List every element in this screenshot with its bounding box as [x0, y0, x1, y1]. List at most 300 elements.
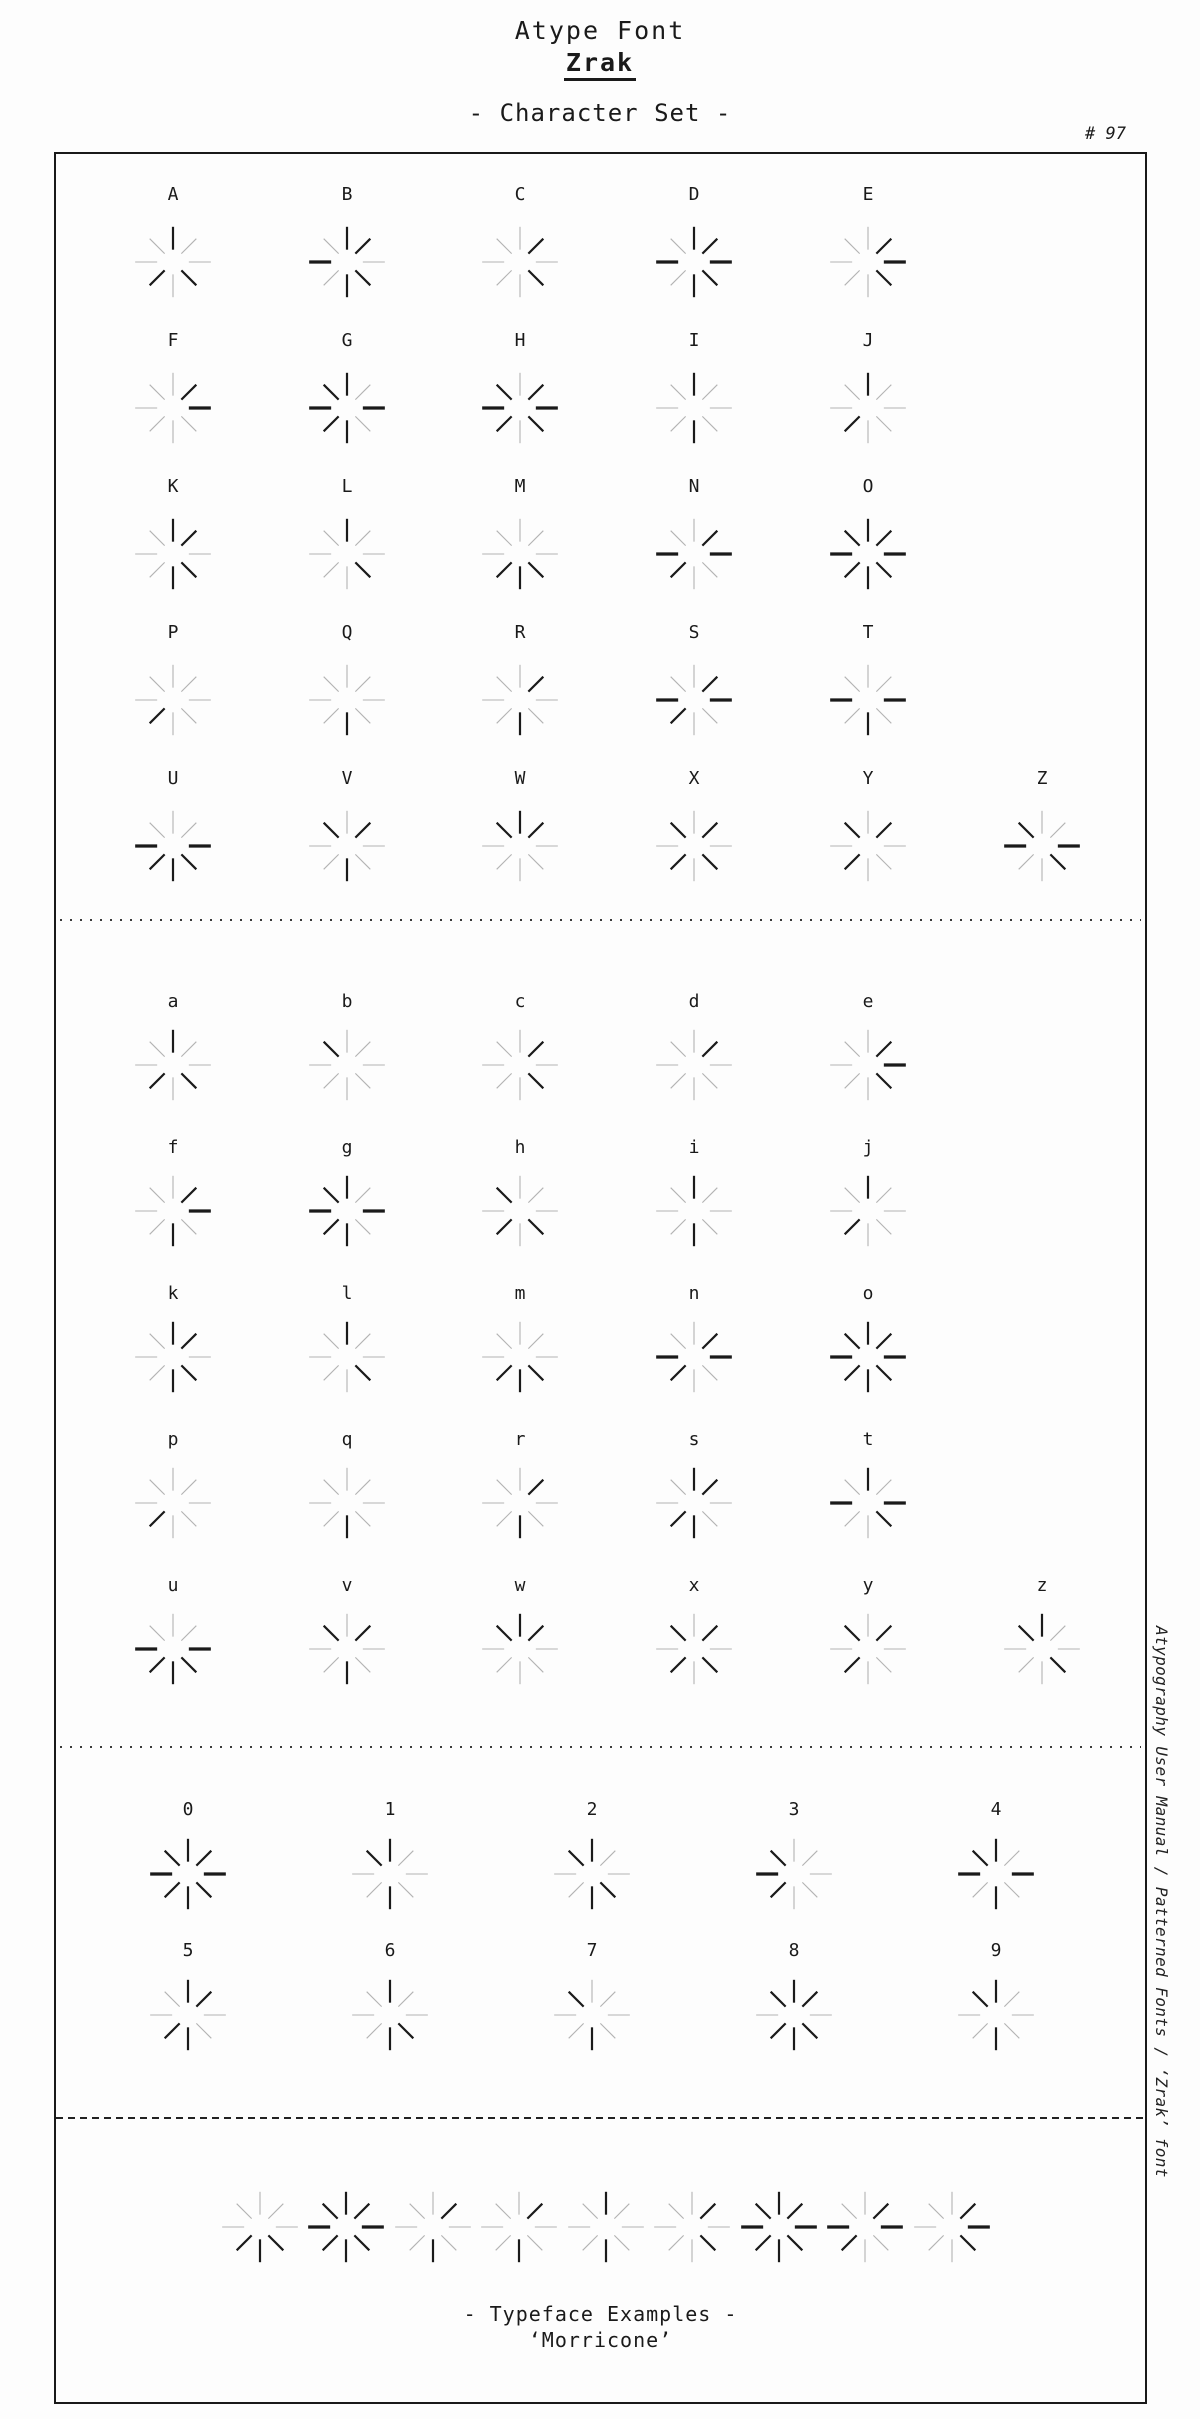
ray-SW-light — [497, 854, 512, 869]
ray-NW-light — [150, 239, 165, 254]
glyph-R — [476, 656, 564, 744]
ray-NW-light — [324, 531, 339, 546]
ray-NE-light — [1004, 1992, 1019, 2007]
glyph-4 — [952, 1830, 1040, 1918]
ray-NE-dark — [196, 1992, 211, 2007]
ray-NE-dark — [181, 385, 196, 400]
ray-SW-dark — [497, 562, 512, 577]
ray-SE-light — [702, 1365, 717, 1380]
ray-NW-dark — [1019, 823, 1034, 838]
ray-SW-light — [324, 562, 339, 577]
char-label-E: E — [862, 184, 874, 205]
ray-NW-light — [671, 1480, 686, 1495]
ray-SW-dark — [150, 854, 165, 869]
glyph-A — [129, 218, 217, 306]
char-label-L: L — [341, 476, 353, 497]
ray-SE-light — [181, 1511, 196, 1526]
ray-SW-dark — [165, 1882, 180, 1897]
ray-SW-dark — [497, 416, 512, 431]
char-label-C: C — [514, 184, 526, 205]
glyph-o — [824, 1313, 912, 1401]
dashed-separator — [56, 2117, 1145, 2119]
glyph-M — [476, 510, 564, 598]
glyph-Z — [998, 802, 1086, 890]
ray-NW-dark — [671, 823, 686, 838]
ray-SW-dark — [150, 1657, 165, 1672]
ray-SE-dark — [528, 1219, 543, 1234]
ray-NW-light — [845, 385, 860, 400]
ray-SW-dark — [671, 1511, 686, 1526]
ray-SW-dark — [237, 2235, 252, 2250]
glyph-3 — [750, 1830, 838, 1918]
ray-NW-light — [150, 1626, 165, 1641]
glyph-0 — [144, 1830, 232, 1918]
char-label-W: W — [514, 768, 526, 789]
glyph-Q — [303, 656, 391, 744]
char-label-z: z — [1036, 1575, 1048, 1596]
glyph-x — [650, 1605, 738, 1693]
ray-SE-dark — [355, 562, 370, 577]
ray-NE-dark — [441, 2204, 456, 2219]
ray-NW-light — [669, 2204, 684, 2219]
ray-NE-dark — [960, 2204, 975, 2219]
ray-SE-dark — [787, 2235, 802, 2250]
glyph-U — [129, 802, 217, 890]
ray-SE-light — [398, 1882, 413, 1897]
ray-SW-dark — [845, 1365, 860, 1380]
ray-NE-dark — [181, 1188, 196, 1203]
ray-NE-dark — [702, 1626, 717, 1641]
ray-NW-dark — [165, 1851, 180, 1866]
glyph-s — [650, 1459, 738, 1547]
ray-SW-light — [496, 2235, 511, 2250]
ray-SE-dark — [355, 1365, 370, 1380]
ray-NE-light — [528, 1188, 543, 1203]
char-label-p: p — [167, 1429, 179, 1450]
ray-NE-light — [181, 1626, 196, 1641]
ray-NW-light — [324, 1334, 339, 1349]
ray-SW-light — [324, 708, 339, 723]
ray-SE-dark — [528, 1365, 543, 1380]
ray-NW-light — [150, 385, 165, 400]
ray-NE-dark — [528, 385, 543, 400]
ray-NE-light — [355, 1042, 370, 1057]
ray-SE-dark — [181, 270, 196, 285]
ray-SE-dark — [181, 562, 196, 577]
ray-SE-dark — [700, 2235, 715, 2250]
glyph-q — [303, 1459, 391, 1547]
ray-NE-dark — [528, 823, 543, 838]
char-label-x: x — [688, 1575, 700, 1596]
dotted-separator-1 — [60, 919, 1141, 921]
ray-SE-light — [196, 2023, 211, 2038]
ray-NW-light — [671, 677, 686, 692]
glyph-example-5-c — [648, 2183, 736, 2271]
ray-SE-light — [528, 1657, 543, 1672]
char-label-g: g — [341, 1137, 353, 1158]
ray-NW-light — [671, 531, 686, 546]
ray-NW-light — [845, 1480, 860, 1495]
char-label-2: 2 — [586, 1799, 598, 1820]
ray-SW-dark — [150, 1511, 165, 1526]
glyph-example-6-o — [735, 2183, 823, 2271]
ray-NE-light — [1050, 823, 1065, 838]
ray-SW-light — [845, 708, 860, 723]
ray-NE-dark — [702, 677, 717, 692]
char-label-J: J — [862, 330, 874, 351]
ray-NE-light — [355, 531, 370, 546]
ray-SW-light — [150, 1365, 165, 1380]
ray-SE-light — [1004, 2023, 1019, 2038]
ray-NE-dark — [702, 1042, 717, 1057]
char-label-R: R — [514, 622, 526, 643]
ray-SE-dark — [802, 2023, 817, 2038]
char-label-j: j — [862, 1137, 874, 1158]
ray-SW-dark — [671, 1365, 686, 1380]
char-label-q: q — [341, 1429, 353, 1450]
ray-SE-dark — [196, 1882, 211, 1897]
ray-NW-dark — [671, 1626, 686, 1641]
ray-SE-light — [876, 1657, 891, 1672]
ray-NE-light — [876, 1188, 891, 1203]
ray-NE-light — [181, 823, 196, 838]
ray-NE-dark — [527, 2204, 542, 2219]
ray-NE-light — [355, 1188, 370, 1203]
glyph-Y — [824, 802, 912, 890]
ray-SE-dark — [181, 854, 196, 869]
ray-SW-dark — [845, 562, 860, 577]
glyph-6 — [346, 1971, 434, 2059]
glyph-H — [476, 364, 564, 452]
char-label-9: 9 — [990, 1940, 1002, 1961]
glyph-example-7-n — [821, 2183, 909, 2271]
ray-SW-dark — [324, 416, 339, 431]
glyph-y — [824, 1605, 912, 1693]
ray-SE-dark — [876, 1073, 891, 1088]
ray-SW-dark — [845, 1219, 860, 1234]
ray-SE-light — [614, 2235, 629, 2250]
ray-NW-light — [367, 1992, 382, 2007]
ray-NW-dark — [569, 1992, 584, 2007]
char-label-Y: Y — [862, 768, 874, 789]
ray-NW-dark — [845, 1626, 860, 1641]
ray-SW-light — [845, 270, 860, 285]
ray-SE-light — [528, 708, 543, 723]
ray-SE-dark — [528, 562, 543, 577]
char-label-6: 6 — [384, 1940, 396, 1961]
ray-NE-dark — [528, 239, 543, 254]
ray-NE-dark — [354, 2204, 369, 2219]
ray-SW-light — [150, 1219, 165, 1234]
ray-SW-dark — [497, 1365, 512, 1380]
ray-SW-light — [1019, 854, 1034, 869]
ray-NW-light — [671, 1334, 686, 1349]
ray-NW-dark — [845, 1334, 860, 1349]
ray-NE-light — [702, 385, 717, 400]
ray-SE-dark — [1050, 854, 1065, 869]
glyph-example-4-i — [562, 2183, 650, 2271]
char-label-S: S — [688, 622, 700, 643]
ray-SW-dark — [771, 1882, 786, 1897]
glyph-G — [303, 364, 391, 452]
ray-SW-dark — [671, 562, 686, 577]
char-label-A: A — [167, 184, 179, 205]
ray-SE-light — [355, 1219, 370, 1234]
ray-NE-light — [876, 1480, 891, 1495]
ray-NW-light — [324, 677, 339, 692]
ray-NE-light — [876, 677, 891, 692]
ray-SW-light — [324, 854, 339, 869]
ray-NW-dark — [497, 385, 512, 400]
char-label-d: d — [688, 991, 700, 1012]
ray-SW-light — [497, 1073, 512, 1088]
ray-NW-dark — [497, 1188, 512, 1203]
ray-SE-light — [355, 1073, 370, 1088]
char-label-h: h — [514, 1137, 526, 1158]
ray-SE-light — [876, 854, 891, 869]
ray-NW-light — [150, 677, 165, 692]
ray-NE-dark — [181, 1334, 196, 1349]
glyph-l — [303, 1313, 391, 1401]
glyph-P — [129, 656, 217, 744]
ray-NW-dark — [324, 385, 339, 400]
ray-NE-dark — [528, 677, 543, 692]
ray-SW-light — [669, 2235, 684, 2250]
ray-NE-light — [181, 1480, 196, 1495]
ray-SE-dark — [702, 1657, 717, 1672]
ray-SE-dark — [398, 2023, 413, 2038]
glyph-L — [303, 510, 391, 598]
ray-NE-dark — [702, 239, 717, 254]
brand-title: Atype Font — [514, 16, 686, 45]
ray-SW-light — [497, 270, 512, 285]
ray-SE-light — [355, 854, 370, 869]
char-label-G: G — [341, 330, 353, 351]
glyph-B — [303, 218, 391, 306]
dotted-separator-2 — [60, 1746, 1141, 1748]
char-label-w: w — [514, 1575, 526, 1596]
glyph-n — [650, 1313, 738, 1401]
char-label-v: v — [341, 1575, 353, 1596]
ray-SW-dark — [150, 708, 165, 723]
glyph-j — [824, 1167, 912, 1255]
glyph-u — [129, 1605, 217, 1693]
ray-SW-dark — [165, 2023, 180, 2038]
ray-NW-light — [497, 1042, 512, 1057]
ray-SW-dark — [324, 1219, 339, 1234]
ray-NE-light — [398, 1992, 413, 2007]
ray-SE-light — [876, 416, 891, 431]
ray-NE-light — [600, 1992, 615, 2007]
glyph-p — [129, 1459, 217, 1547]
glyph-7 — [548, 1971, 636, 2059]
char-label-a: a — [167, 991, 179, 1012]
ray-SW-light — [569, 1882, 584, 1897]
ray-NE-dark — [181, 531, 196, 546]
ray-NW-light — [845, 1042, 860, 1057]
char-label-B: B — [341, 184, 353, 205]
ray-NE-dark — [528, 1042, 543, 1057]
ray-SE-light — [873, 2235, 888, 2250]
char-label-o: o — [862, 1283, 874, 1304]
ray-SW-light — [324, 1365, 339, 1380]
typeface-examples-caption: - Typeface Examples - — [463, 2302, 738, 2326]
ray-NE-dark — [876, 1042, 891, 1057]
ray-SW-dark — [150, 270, 165, 285]
char-label-N: N — [688, 476, 700, 497]
ray-SW-light — [497, 708, 512, 723]
ray-NW-light — [845, 1188, 860, 1203]
char-label-c: c — [514, 991, 526, 1012]
ray-SE-light — [355, 1657, 370, 1672]
character-set-subtitle: - Character Set - — [468, 99, 732, 127]
glyph-f — [129, 1167, 217, 1255]
ray-NW-dark — [1019, 1626, 1034, 1641]
glyph-1 — [346, 1830, 434, 1918]
ray-SW-light — [1019, 1657, 1034, 1672]
ray-SE-light — [355, 416, 370, 431]
ray-SE-light — [528, 1511, 543, 1526]
ray-NW-light — [497, 1334, 512, 1349]
glyph-m — [476, 1313, 564, 1401]
glyph-N — [650, 510, 738, 598]
glyph-example-0-M — [216, 2183, 304, 2271]
ray-NW-light — [497, 531, 512, 546]
ray-NE-dark — [355, 823, 370, 838]
ray-NE-light — [600, 1851, 615, 1866]
char-label-t: t — [862, 1429, 874, 1450]
char-label-f: f — [167, 1137, 179, 1158]
glyph-D — [650, 218, 738, 306]
ray-NW-light — [671, 1188, 686, 1203]
glyph-F — [129, 364, 217, 452]
ray-SE-light — [876, 708, 891, 723]
ray-NW-light — [150, 1188, 165, 1203]
ray-SW-light — [367, 1882, 382, 1897]
ray-SW-light — [497, 1657, 512, 1672]
ray-NW-light — [842, 2204, 857, 2219]
ray-NW-dark — [569, 1851, 584, 1866]
glyph-h — [476, 1167, 564, 1255]
char-label-8: 8 — [788, 1940, 800, 1961]
char-label-n: n — [688, 1283, 700, 1304]
ray-NE-dark — [876, 239, 891, 254]
char-label-M: M — [514, 476, 526, 497]
ray-NW-light — [324, 1480, 339, 1495]
ray-NE-dark — [876, 1334, 891, 1349]
glyph-example-8-e — [908, 2183, 996, 2271]
ray-NE-light — [528, 531, 543, 546]
glyph-i — [650, 1167, 738, 1255]
character-sheet — [54, 152, 1147, 2404]
char-label-Q: Q — [341, 622, 353, 643]
char-label-1: 1 — [384, 1799, 396, 1820]
ray-NW-dark — [324, 1042, 339, 1057]
ray-SE-dark — [528, 270, 543, 285]
ray-NE-light — [398, 1851, 413, 1866]
ray-NW-dark — [323, 2204, 338, 2219]
glyph-S — [650, 656, 738, 744]
ray-NE-light — [876, 385, 891, 400]
ray-NW-light — [497, 1480, 512, 1495]
ray-SW-light — [845, 1073, 860, 1088]
char-label-u: u — [167, 1575, 179, 1596]
ray-SW-dark — [756, 2235, 771, 2250]
ray-NW-light — [671, 385, 686, 400]
ray-SE-dark — [181, 1365, 196, 1380]
ray-NE-light — [181, 239, 196, 254]
ray-NE-dark — [876, 1626, 891, 1641]
glyph-2 — [548, 1830, 636, 1918]
ray-NW-light — [150, 1042, 165, 1057]
ray-NW-dark — [324, 823, 339, 838]
ray-NE-light — [702, 1188, 717, 1203]
ray-NE-light — [181, 1042, 196, 1057]
glyph-E — [824, 218, 912, 306]
ray-SE-light — [355, 1511, 370, 1526]
ray-SE-light — [876, 1219, 891, 1234]
ray-NE-dark — [702, 531, 717, 546]
ray-NW-dark — [845, 823, 860, 838]
char-label-i: i — [688, 1137, 700, 1158]
glyph-K — [129, 510, 217, 598]
ray-SW-dark — [771, 2023, 786, 2038]
ray-SE-dark — [702, 270, 717, 285]
ray-NW-light — [324, 239, 339, 254]
ray-SE-light — [702, 708, 717, 723]
ray-SW-light — [324, 270, 339, 285]
char-label-D: D — [688, 184, 700, 205]
ray-SW-light — [671, 1073, 686, 1088]
ray-NW-dark — [324, 1626, 339, 1641]
glyph-9 — [952, 1971, 1040, 2059]
ray-SE-light — [802, 1882, 817, 1897]
ray-SW-light — [324, 1657, 339, 1672]
ray-SW-dark — [671, 854, 686, 869]
ray-SE-dark — [960, 2235, 975, 2250]
ray-NW-light — [410, 2204, 425, 2219]
ray-SW-dark — [845, 1657, 860, 1672]
ray-SE-light — [1004, 1882, 1019, 1897]
ray-SW-light — [569, 2023, 584, 2038]
ray-NW-light — [497, 239, 512, 254]
char-label-e: e — [862, 991, 874, 1012]
glyph-a — [129, 1021, 217, 1109]
ray-NW-light — [496, 2204, 511, 2219]
ray-SW-dark — [497, 1219, 512, 1234]
glyph-J — [824, 364, 912, 452]
ray-SE-light — [527, 2235, 542, 2250]
ray-NE-dark — [355, 239, 370, 254]
char-label-T: T — [862, 622, 874, 643]
ray-NE-light — [268, 2204, 283, 2219]
ray-NW-light — [929, 2204, 944, 2219]
ray-SW-light — [150, 416, 165, 431]
glyph-z — [998, 1605, 1086, 1693]
ray-NE-light — [1050, 1626, 1065, 1641]
ray-SE-dark — [876, 1365, 891, 1380]
ray-NE-dark — [802, 1992, 817, 2007]
glyph-w — [476, 1605, 564, 1693]
ray-SE-light — [181, 1219, 196, 1234]
ray-SE-light — [355, 708, 370, 723]
ray-SW-dark — [671, 1657, 686, 1672]
ray-SW-light — [583, 2235, 598, 2250]
ray-SW-light — [324, 1511, 339, 1526]
ray-NE-dark — [873, 2204, 888, 2219]
glyph-d — [650, 1021, 738, 1109]
ray-SE-light — [702, 416, 717, 431]
